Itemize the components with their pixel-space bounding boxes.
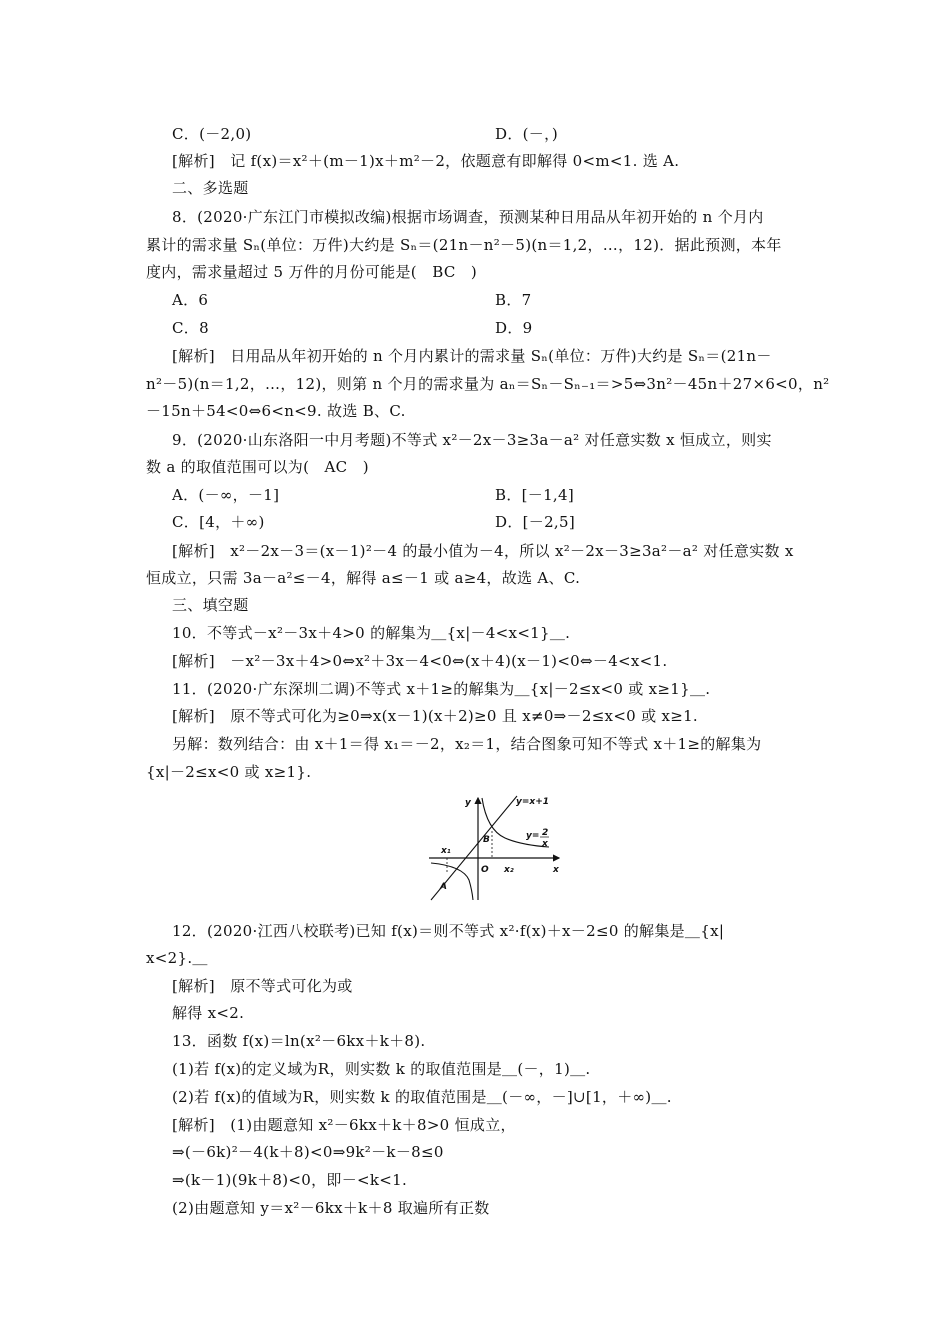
option-c-q8: C．8 — [172, 319, 209, 337]
analysis-q11: [解析] 原不等式可化为≥0⇒x(x－1)(x＋2)≥0 且 x≠0⇒－2≤x<0 或 x≥1. — [172, 707, 699, 725]
analysis-q7: [解析] 记 f(x)＝x²＋(m－1)x＋m²－2，依题意有即解得 0<m<1. 选 A. — [172, 152, 680, 170]
label-hyperbola: y= — [526, 831, 540, 841]
question-8-line3: 度内，需求量超过 5 万件的月份可能是( BC ) — [146, 263, 478, 281]
analysis-q13-line2: ⇒(－6k)²－4(k＋8)<0⇒9k²－k－8≤0 — [172, 1143, 444, 1161]
graph-svg — [425, 794, 565, 902]
question-9-line1: 9．(2020·山东洛阳一中月考题)不等式 x²－2x－3≥3a－a² 对任意实数 x 恒成立，则实 — [172, 431, 772, 449]
option-a-q8: A．6 — [172, 291, 209, 309]
analysis-q8-line1: [解析] 日用品从年初开始的 n 个月内累计的需求量 Sₙ(单位：万件)大约是 Sₙ＝(21n－ — [172, 347, 772, 365]
alternative-q11-line1: 另解：数列结合：由 x＋1＝得 x₁＝－2，x₂＝1，结合图象可知不等式 x＋1≥的解集为 — [172, 735, 762, 753]
analysis-q9-line1: [解析] x²－2x－3＝(x－1)²－4 的最小值为－4，所以 x²－2x－3≥3a²－a² 对任意实数 x — [172, 542, 794, 560]
analysis-q13-line1: [解析] (1)由题意知 x²－6kx＋k＋8>0 恒成立， — [172, 1116, 516, 1134]
option-a-q9: A．(－∞，－1] — [172, 486, 280, 504]
label-point-b: B — [483, 835, 490, 845]
question-13: 13．函数 f(x)＝ln(x²－6kx＋k＋8). — [172, 1032, 426, 1050]
analysis-q8-line2: n²－5)(n＝1,2，…，12)，则第 n 个月的需求量为 aₙ＝Sₙ－Sₙ₋₁＝>5⇔3n²－45n＋27×6<0，n² — [146, 375, 830, 393]
function-graph-figure — [425, 794, 565, 902]
question-13-part1: (1)若 f(x)的定义域为R，则实数 k 的取值范围是＿(－，1)＿. — [172, 1060, 591, 1078]
analysis-q12-line2: 解得 x<2. — [172, 1004, 245, 1022]
option-b-q8: B．7 — [495, 291, 532, 309]
label-hyperbola-numerator: 2 — [542, 828, 549, 838]
option-d-q8: D．9 — [495, 319, 533, 337]
question-12-line1: 12．(2020·江西八校联考)已知 f(x)＝则不等式 x²·f(x)＋x－2≤0 的解集是＿{x| — [172, 922, 725, 940]
label-origin: O — [481, 865, 489, 875]
analysis-q13-line3: ⇒(k－1)(9k＋8)<0，即－<k<1. — [172, 1171, 408, 1189]
question-9-line2: 数 a 的取值范围可以为( AC ) — [146, 458, 369, 476]
option-b-q9: B．[－1,4] — [495, 486, 574, 504]
analysis-q12-line1: [解析] 原不等式可化为或 — [172, 977, 353, 995]
analysis-q10: [解析] －x²－3x＋4>0⇔x²＋3x－4<0⇔(x＋4)(x－1)<0⇔－4<x<1. — [172, 652, 668, 670]
option-c-q7: C．(－2,0) — [172, 125, 252, 143]
label-x2: x₂ — [504, 865, 514, 875]
label-x-axis: x — [553, 865, 559, 875]
label-point-a: A — [440, 882, 447, 892]
hyperbola-branch-left — [431, 863, 473, 900]
question-11: 11．(2020·广东深圳二调)不等式 x＋1≥的解集为＿{x|－2≤x<0 或 x≥1}＿. — [172, 680, 711, 698]
analysis-q9-line2: 恒成立，只需 3a－a²≤－4，解得 a≤－1 或 a≥4，故选 A、C. — [146, 569, 581, 587]
label-hyperbola-denominator: x — [542, 839, 548, 849]
section-heading-multi: 二、多选题 — [172, 179, 249, 197]
label-line: y=x+1 — [516, 797, 550, 807]
option-c-q9: C．[4，＋∞) — [172, 513, 265, 531]
section-heading-fill: 三、填空题 — [172, 596, 249, 614]
analysis-q13-line4: (2)由题意知 y＝x²－6kx＋k＋8 取遍所有正数 — [172, 1199, 490, 1217]
question-13-part2: (2)若 f(x)的值域为R，则实数 k 的取值范围是＿(－∞，－]∪[1，＋∞)＿. — [172, 1088, 672, 1106]
question-8-line1: 8．(2020·广东江门市模拟改编)根据市场调查，预测某种日用品从年初开始的 n 个月内 — [172, 208, 764, 226]
option-d-q7: D．(－，) — [495, 125, 559, 143]
alternative-q11-line2: {x|－2≤x<0 或 x≥1}. — [146, 763, 312, 781]
option-d-q9: D．[－2,5] — [495, 513, 575, 531]
label-x1: x₁ — [441, 846, 451, 856]
label-y-axis: y — [465, 798, 471, 808]
analysis-q8-line3: －15n＋54<0⇔6<n<9. 故选 B、C. — [146, 402, 406, 420]
question-8-line2: 累计的需求量 Sₙ(单位：万件)大约是 Sₙ＝(21n－n²－5)(n＝1,2，…，12)．据此预测，本年 — [146, 236, 782, 254]
question-10: 10．不等式－x²－3x＋4>0 的解集为＿{x|－4<x<1}＿. — [172, 624, 571, 642]
question-12-line2: x<2}.＿ — [146, 949, 208, 967]
